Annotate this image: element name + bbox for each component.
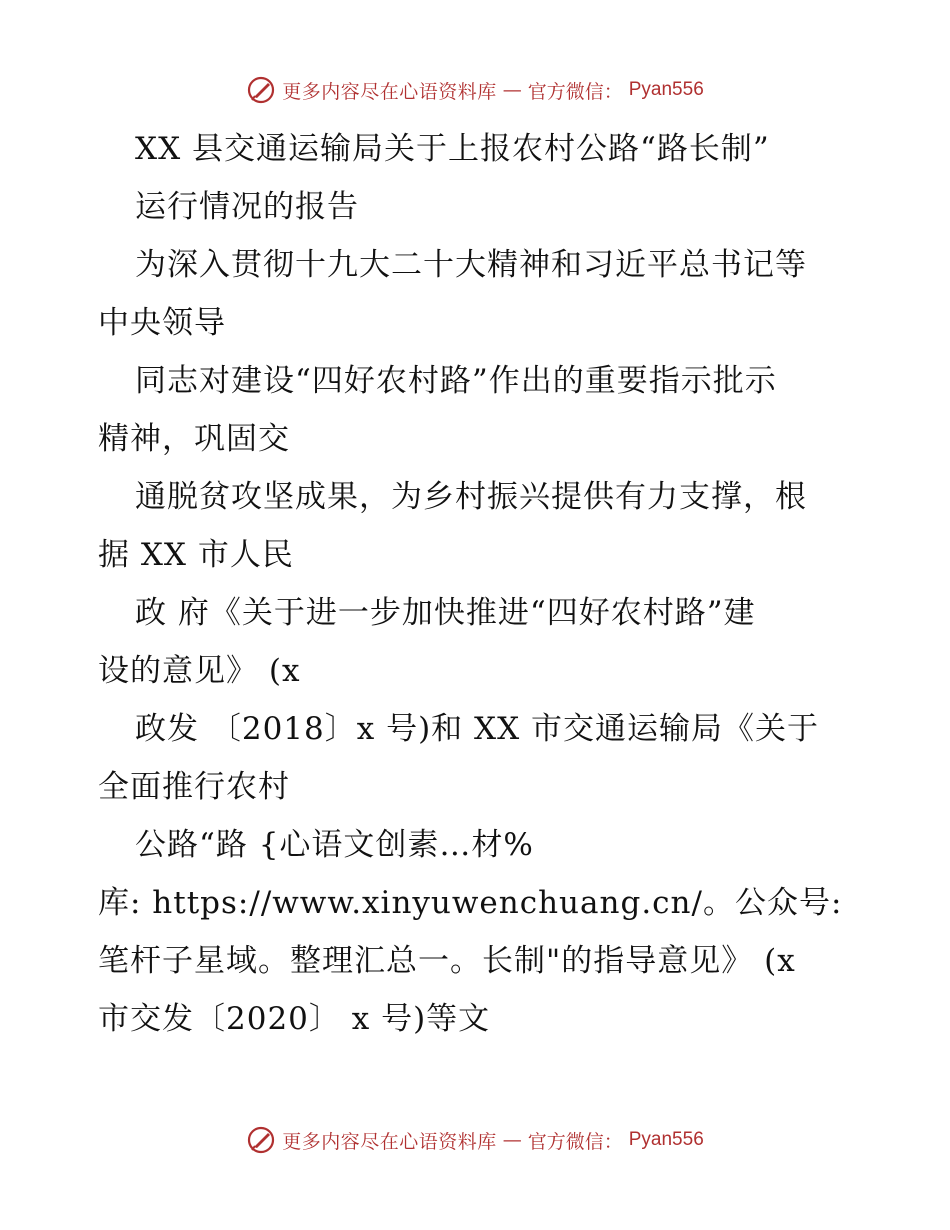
watermark-site-text: 更多内容尽在心语资料库 <box>282 80 497 103</box>
body-line: 笔杆子星域。整理汇总一。长制"的指导意见》 (x <box>98 943 796 979</box>
document-body <box>98 120 858 1048</box>
body-line: 库: https://www.xinyuwenchuang.cn/。公众号: <box>98 885 843 921</box>
body-line: 政 府《关于进一步加快推进“四好农村路”建 <box>135 595 756 631</box>
body-line: 精神，巩固交 <box>98 421 290 457</box>
watermark-separator: — <box>502 79 522 101</box>
body-line: 政发 〔2018〕x 号)和 XX 市交通运输局《关于 <box>135 711 820 747</box>
watermark-label: 官方微信： <box>527 1130 623 1153</box>
quill-logo-icon <box>246 75 276 105</box>
header-watermark <box>0 70 950 110</box>
body-line: 据 XX 市人民 <box>98 537 294 573</box>
watermark-site-text: 更多内容尽在心语资料库 <box>282 1130 497 1153</box>
watermark-handle: Pyan556 <box>628 79 704 100</box>
watermark-separator: — <box>502 1129 522 1151</box>
body-line: 同志对建设“四好农村路”作出的重要指示批示 <box>135 363 777 399</box>
body-line: 中央领导 <box>98 305 226 341</box>
title-line-1: XX 县交通运输局关于上报农村公路“路长制” <box>135 131 770 167</box>
body-line: 全面推行农村 <box>98 769 290 805</box>
quill-logo-icon <box>246 1125 276 1155</box>
watermark-handle: Pyan556 <box>628 1129 704 1150</box>
footer-watermark <box>0 1120 950 1160</box>
body-line: 市交发〔2020〕 x 号)等文 <box>98 1001 491 1037</box>
body-line: 设的意见》 (x <box>98 653 301 689</box>
body-line: 为深入贯彻十九大二十大精神和习近平总书记等 <box>135 247 807 283</box>
body-line: 公路“路 {心语文创素…材% <box>135 827 534 863</box>
body-line: 通脱贫攻坚成果，为乡村振兴提供有力支撑，根 <box>135 479 807 515</box>
watermark-label: 官方微信： <box>527 80 623 103</box>
title-line-2: 运行情况的报告 <box>135 189 359 225</box>
